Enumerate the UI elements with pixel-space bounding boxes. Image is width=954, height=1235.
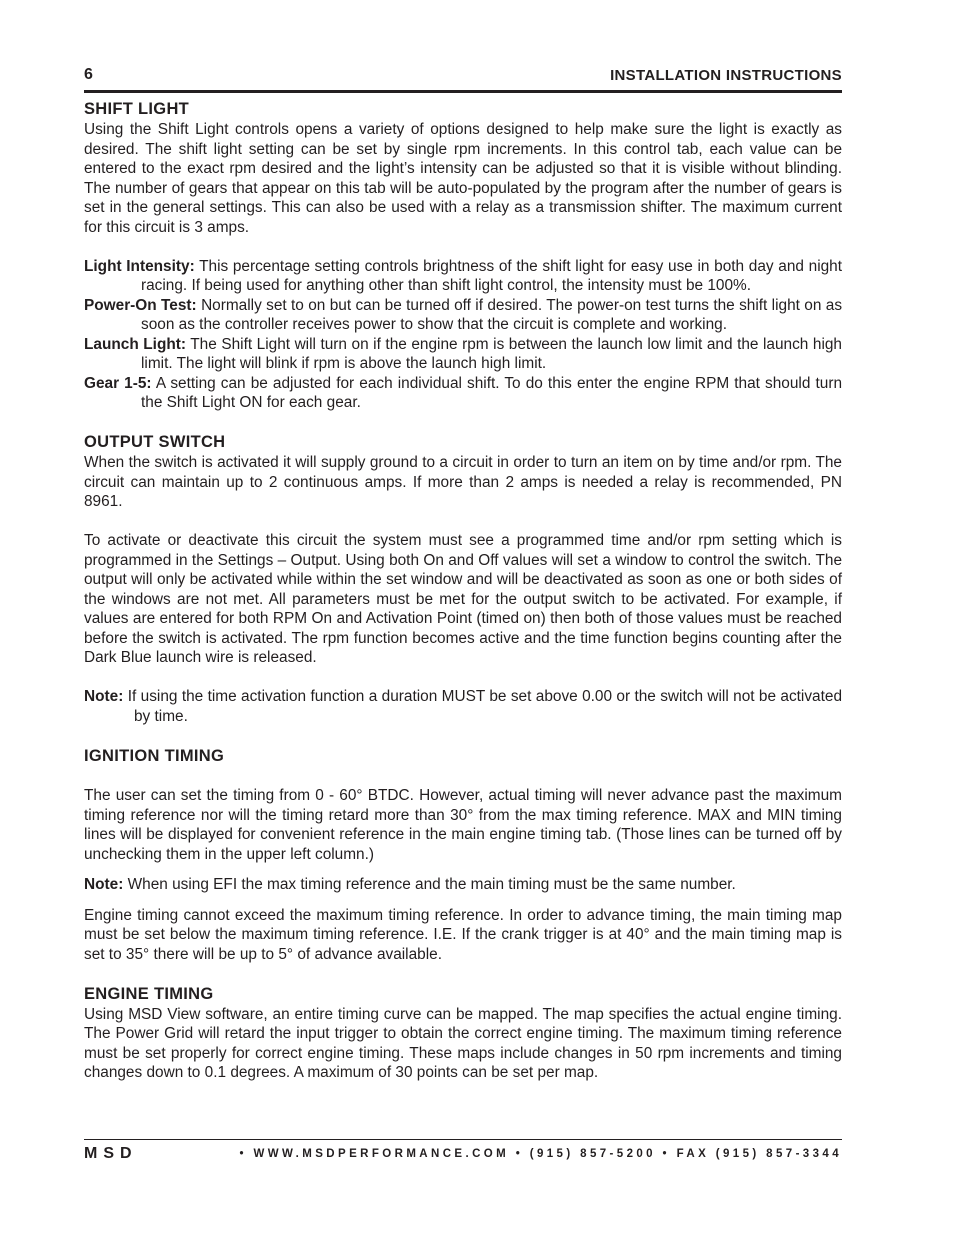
section-output-switch — [84, 432, 842, 726]
note-label: Note: — [84, 688, 124, 705]
definition-item — [84, 335, 842, 374]
definition-item — [84, 374, 842, 413]
section-heading: SHIFT LIGHT — [84, 100, 190, 118]
definition-text: The Shift Light will turn on if the engine rpm is between the launch low limit and the launch high limit. The light will blink if rpm is above the launch high limit. — [141, 335, 842, 372]
paragraph: Using the Shift Light controls opens a variety of options designed to help make sure the light is exactly as desired. The shift light setting can be set by single rpm increments. In this control tab, each value can be entered to the exact rpm desired and the light’s intensity can be adjusted so that it is visible without blinding. The number of gears that appear on this tab will be auto-populated by the program after the number of gears is set in the general settings. This can also be used with a relay as a transmission shifter. The maximum current for this circuit is 3 amps. — [84, 121, 842, 236]
note — [84, 687, 842, 726]
page-body — [84, 99, 842, 1083]
definition-text: Normally set to on but can be turned off if desired. The power-on test turns the shift light on as soon as the controller receives power to show that the circuit is complete and working. — [141, 296, 843, 333]
paragraph: Using MSD View software, an entire timing curve can be mapped. The map specifies the actual engine timing. The Power Grid will retard the input trigger to obtain the correct engine timing. The maximum timing reference must be set properly for correct engine timing. These maps include changes in 50 rpm increments and timing changes down to 0.1 degrees. A maximum of 30 points can be set per map. — [84, 1005, 842, 1081]
section-heading: ENGINE TIMING — [84, 984, 214, 1003]
footer-rule — [84, 1139, 842, 1140]
note-text: When using EFI the max timing reference and the main timing must be the same number. — [127, 876, 736, 893]
definition-item — [84, 296, 842, 335]
section-heading: IGNITION TIMING — [84, 746, 225, 765]
page-header — [84, 66, 842, 90]
definition-term: Launch Light: — [84, 335, 186, 353]
definition-text: A setting can be adjusted for each individual shift. To do this enter the engine RPM that should turn the Shift Light ON for each gear. — [141, 374, 843, 411]
definition-text: This percentage setting controls brightness of the shift light for easy use in both day and night racing. If being used for anything other than shift light control, the intensity must be 100%. — [141, 257, 843, 294]
paragraph: The user can set the timing from 0 - 60° BTDC. However, actual timing will never advance past the maximum timing reference nor will the timing retard more than 30° from the max timing reference. MAX and MIN timing lines will be displayed for convenient reference in the main engine timing tab. (Those lines can be turned off by unchecking them in the upper left column.) — [84, 787, 842, 863]
header-rule — [84, 90, 842, 93]
section-engine-timing — [84, 984, 842, 1083]
definition-term: Gear 1-5: — [84, 374, 152, 392]
section-ignition-timing — [84, 746, 842, 965]
section-heading: OUTPUT SWITCH — [84, 433, 226, 451]
section-shift-light — [84, 99, 842, 413]
definition-term: Power-On Test: — [84, 296, 197, 314]
definition-item — [84, 257, 842, 296]
page-number: 6 — [84, 66, 93, 83]
brand-logo: MSD — [84, 1145, 138, 1162]
note-label: Note: — [84, 876, 124, 893]
footer-contact: • WWW.MSDPERFORMANCE.COM • (915) 857-5200 • FAX (915) 857-3344 — [239, 1148, 842, 1160]
paragraph: To activate or deactivate this circuit the system must see a programmed time and/or rpm setting which is programmed in the Settings – Output. Using both On and Off values will set a window to control the switch. The output will only be activated while within the set window and will be deactivated as soon as one or both sides of the windows are not met. All parameters must be met for the output switch to be activated. For example, if values are entered for both RPM On and Activation Point (timed on) then both of those values must be reached before the switch is activated. The rpm function becomes active and the time function begins counting after the Dark Blue launch wire is released. — [84, 532, 842, 666]
header-title: INSTALLATION INSTRUCTIONS — [610, 67, 842, 84]
note — [84, 875, 842, 895]
paragraph: When the switch is activated it will supply ground to a circuit in order to turn an item on by time and/or rpm. The circuit can maintain up to 2 continuous amps. If more than 2 amps is needed a relay is recommended, PN 8961. — [84, 454, 842, 510]
note-text: If using the time activation function a duration MUST be set above 0.00 or the switch will not be activated by time. — [127, 688, 842, 725]
page-footer — [84, 1145, 842, 1163]
paragraph: Engine timing cannot exceed the maximum timing reference. In order to advance timing, the main timing map must be set below the maximum timing reference. I.E. If the crank trigger is at 40° and the main timing map is set to 35° there will be up to 5° of advance available. — [84, 906, 842, 963]
definition-term: Light Intensity: — [84, 257, 195, 275]
